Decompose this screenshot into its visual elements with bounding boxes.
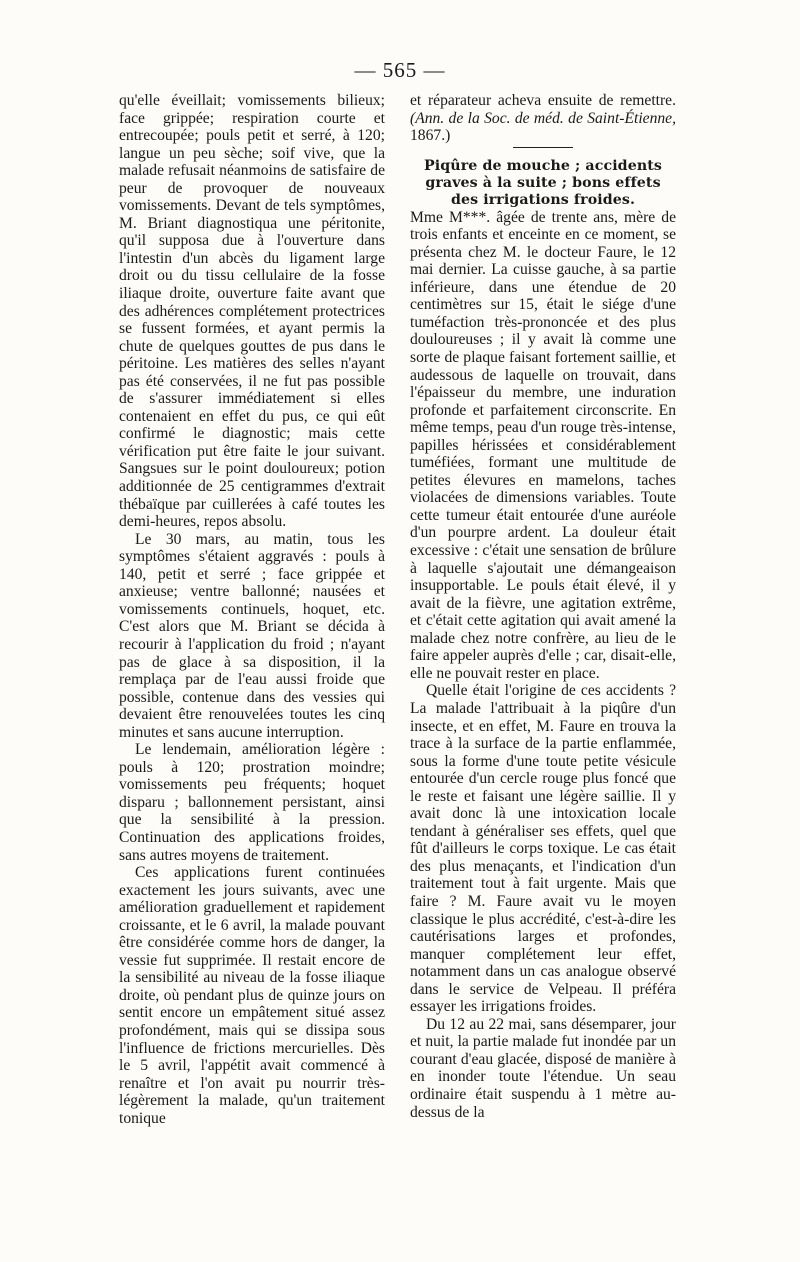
paragraph: Le 30 mars, au matin, tous les symptômes s'étaient aggravés : pouls à 140, petit et serré ; face grippée et anxieuse; ventre ballonné; nausées et vomissements continuels, hoquet, etc. C'est alors que M. Briant se décida à recourir à l'application du froid ; n'ayant pas de glace à sa disposition, il la remplaça par de l'eau aussi froide que possible, contenue dans des vessies qui devaient être renouvelées toutes les cinq minutes et sans aucune interruption.: [119, 530, 385, 741]
section-divider: [513, 147, 573, 148]
paragraph-continuation: [410, 92, 676, 145]
citation: (Ann. de la Soc. de méd. de Saint-Étienne,: [410, 109, 676, 127]
paragraph: qu'elle éveillait; vomissements bilieux; face grippée; respiration courte et entrecoupée; pouls petit et serré, à 120; langue un peu sèche; soif vive, que la malade refusait néanmoins de satisfaire de peur de provoquer de nouveaux vomissements. Devant de tels symptômes, M. Briant diagnostiqua une péritonite, qu'il supposa due à l'ouverture dans l'intestin d'un abcès du ligament large droit ou du tissu cellulaire de la fosse iliaque droite, ouverture faite avant que des adhérences complétement protectrices se fussent formées, et ayant permis la chute de quelques gouttes de pus dans le péritoine. Les matières des selles n'ayant pas été conservées, il ne fut pas possible de s'assurer immédiatement si elles contenaient en effet du pus, ce qui eût confirmé le diagnostic; mais cette vérification put être faite le jour suivant. Sangsues sur le point douloureux; potion additionnée de 25 centigrammes d'extrait thébaïque par cuillerées à café toutes les demi-heures, repos absolu.: [119, 92, 385, 531]
page-number: — 565 —: [354, 58, 446, 82]
paragraph: Quelle était l'origine de ces accidents ? La malade l'attribuait à la piqûre d'un insecte, et en effet, M. Faure en trouva la trace à la surface de la partie enflammée, sous la forme d'une toute petite vésicule entourée d'un cercle rouge plus foncé que le reste et faisant une légère saillie. Il y avait donc là une intoxication locale tendant à généraliser ses effets, quel que fût d'ailleurs le corps toxique. Le cas était des plus menaçants, et l'indication d'un traitement tout à fait urgente. Mais que faire ? M. Faure avait vu le moyen classique le plus accrédité, c'est-à-dire les cautérisations larges et profondes, manquer complétement leur effet, notamment dans un cas analogue observé dans le service de Velpeau. Il préféra essayer les irrigations froides.: [410, 682, 676, 1016]
paragraph: Ces applications furent continuées exactement les jours suivants, avec une amélioration graduellement et rapidement croissante, et le 6 avril, la malade pouvant être considérée comme hors de danger, la vessie fut supprimée. Il restait encore de la sensibilité au niveau de la fosse iliaque droite, où pendant plus de quinze jours on sentit encore un empâtement situé assez profondément, mais qui se dissipa sous l'influence de frictions mercurielles. Dès le 5 avril, l'appétit avait commencé à renaître et l'on avait pu nourrir très-légèrement la malade, qu'un traitement tonique: [119, 864, 385, 1127]
paragraph: Du 12 au 22 mai, sans désemparer, jour et nuit, la partie malade fut inondée par un courant d'eau glacée, disposé de manière à en inonder toute l'étendue. Un seau ordinaire était suspendu à 1 mètre au-dessus de la: [410, 1015, 676, 1121]
paragraph: Mme M***. âgée de trente ans, mère de trois enfants et enceinte en ce moment, se présenta chez M. le docteur Faure, le 12 mai dernier. La cuisse gauche, à sa partie inférieure, dans une étendue de 20 centimètres sur 15, était le siége d'une tuméfaction très-prononcée et des plus douloureuses ; il y avait là comme une sorte de plaque faisant fortement saillie, et audessous de laquelle on trouvait, dans l'épaisseur du membre, une induration profonde et parfaitement circonscrite. En même temps, peau d'un rouge très-intense, papilles hérissées et considérablement tuméfiées, formant une multitude de petites élevures en mamelons, taches violacées de dimensions variables. Toute cette tumeur était entourée d'une auréole d'un pourpre ardent. La douleur était excessive : c'était une sensation de brûlure à laquelle s'ajoutait une démangeaison insupportable. Le pouls était élevé, il y avait de la fièvre, une agitation extrême, et c'était cette agitation qui avait amené la malade chez notre confrère, au lieu de le faire appeler auprès d'elle ; car, disait-elle, elle ne pouvait rester en place.: [410, 208, 676, 682]
left-column: [119, 92, 385, 1127]
right-column: [410, 92, 676, 1121]
section-heading: Piqûre de mouche ; accidents graves à la suite ; bons effets des irrigations froides.: [424, 157, 662, 208]
paragraph: Le lendemain, amélioration légère : pouls à 120; prostration moindre; vomissements peu fréquents; hoquet disparu ; ballonnement persistant, ainsi que la sensibilité à la pression. Continuation des applications froides, sans autres moyens de traitement.: [119, 741, 385, 864]
intro-text: et réparateur acheva ensuite de remettre.: [410, 92, 676, 109]
citation-year: 1867.): [410, 127, 451, 145]
